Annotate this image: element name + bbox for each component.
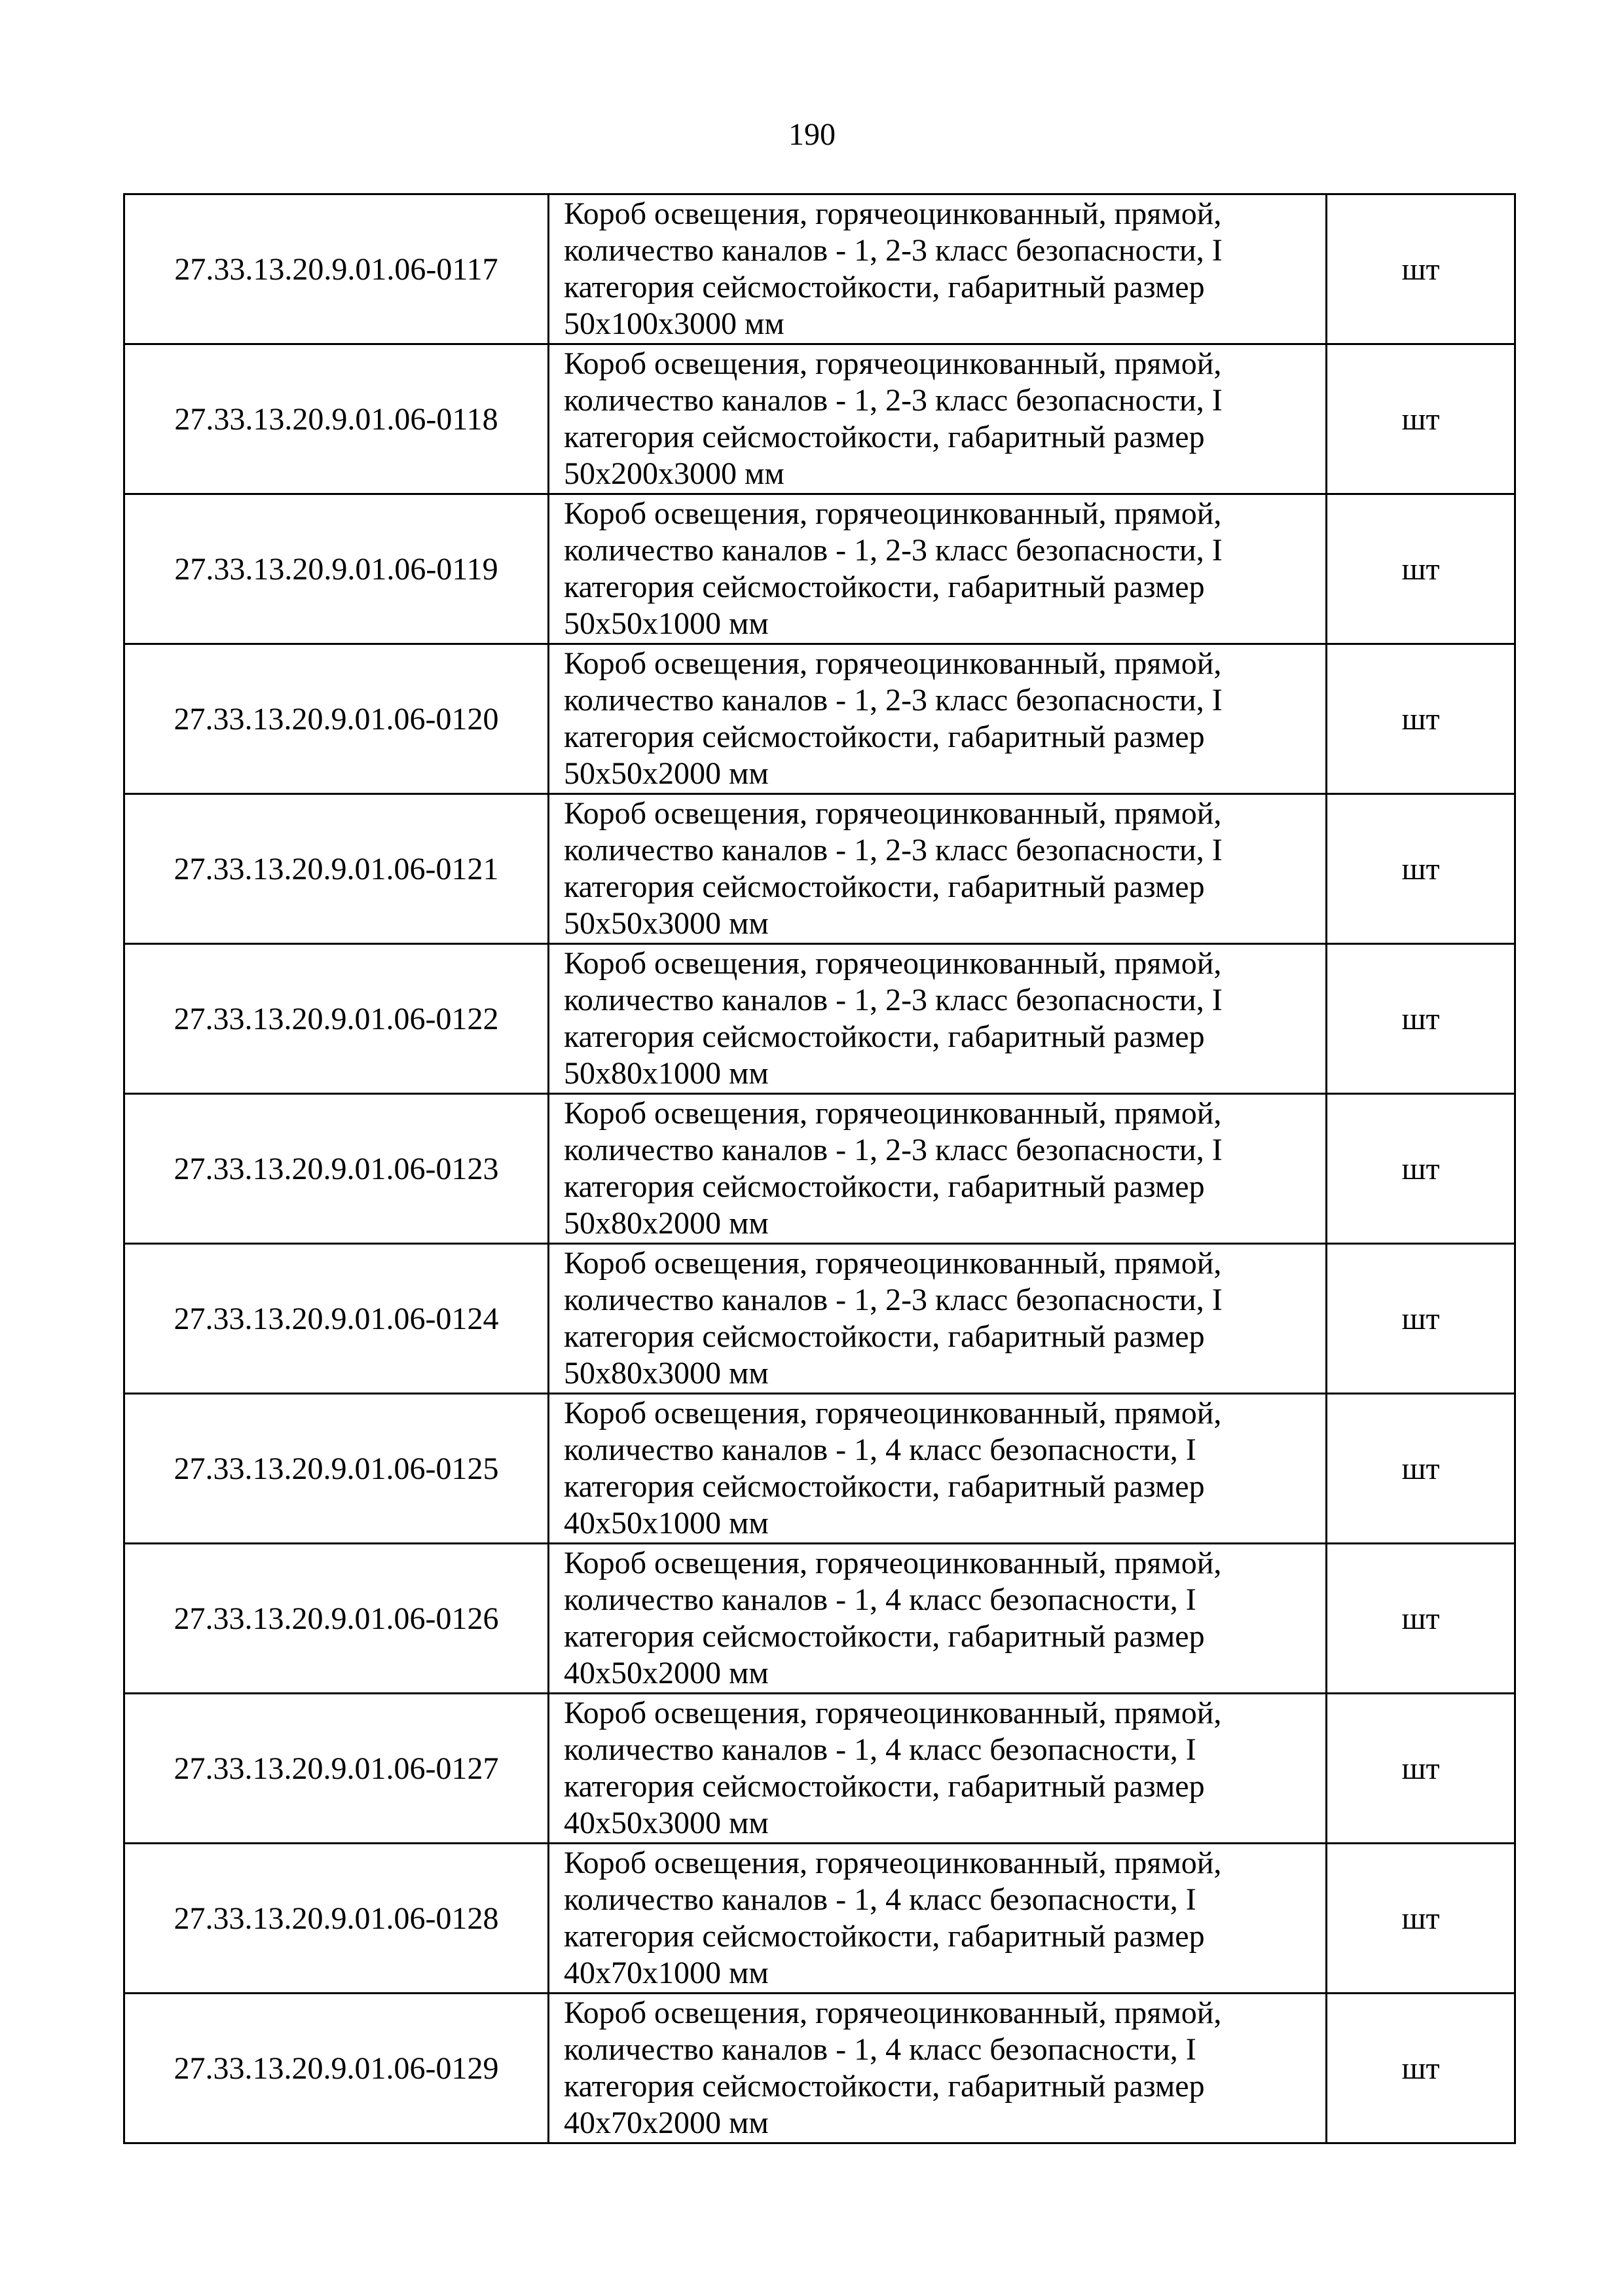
resource-description-text: Короб освещения, горячеоцинкованный, прямой, количество каналов - 1, 2-3 класс безопасности, I категория сейсмостойкости, габаритный размер 50х80х2000 мм [564, 1096, 1223, 1241]
unit-of-measure: шт [1327, 1094, 1515, 1244]
resource-description [549, 1244, 1327, 1394]
table-row [124, 494, 1515, 644]
resource-description [549, 194, 1327, 344]
resource-description [549, 794, 1327, 944]
page-number: 190 [788, 117, 836, 152]
resource-description-text: Короб освещения, горячеоцинкованный, прямой, количество каналов - 1, 2-3 класс безопасности, I категория сейсмостойкости, габаритный размер 50х80х3000 мм [564, 1246, 1223, 1391]
table-row [124, 194, 1515, 344]
resource-description-text: Короб освещения, горячеоцинкованный, прямой, количество каналов - 1, 2-3 класс безопасности, I категория сейсмостойкости, габаритный размер 50х50х1000 мм [564, 496, 1223, 641]
table-row [124, 794, 1515, 944]
resource-description-text: Короб освещения, горячеоцинкованный, прямой, количество каналов - 1, 4 класс безопасности, I категория сейсмостойкости, габаритный размер 40х70х2000 мм [564, 1995, 1222, 2140]
resource-description [549, 494, 1327, 644]
table-row [124, 344, 1515, 494]
resource-description [549, 644, 1327, 794]
resource-description [549, 1994, 1327, 2143]
resource-code: 27.33.13.20.9.01.06-0125 [124, 1394, 549, 1544]
table-row [124, 644, 1515, 794]
unit-of-measure: шт [1327, 794, 1515, 944]
table-row [124, 1844, 1515, 1994]
unit-of-measure: шт [1327, 644, 1515, 794]
resource-description [549, 1094, 1327, 1244]
catalog-table-body [124, 194, 1515, 2143]
resource-code: 27.33.13.20.9.01.06-0126 [124, 1544, 549, 1694]
resource-description-text: Короб освещения, горячеоцинкованный, прямой, количество каналов - 1, 2-3 класс безопасности, I категория сейсмостойкости, габаритный размер 50х50х2000 мм [564, 646, 1223, 791]
unit-of-measure: шт [1327, 1544, 1515, 1694]
unit-of-measure: шт [1327, 194, 1515, 344]
resource-description-text: Короб освещения, горячеоцинкованный, прямой, количество каналов - 1, 4 класс безопасности, I категория сейсмостойкости, габаритный размер 40х50х2000 мм [564, 1546, 1222, 1690]
resource-code: 27.33.13.20.9.01.06-0127 [124, 1694, 549, 1844]
unit-of-measure: шт [1327, 1994, 1515, 2143]
resource-code: 27.33.13.20.9.01.06-0129 [124, 1994, 549, 2143]
resource-description-text: Короб освещения, горячеоцинкованный, прямой, количество каналов - 1, 4 класс безопасности, I категория сейсмостойкости, габаритный размер 40х50х3000 мм [564, 1696, 1222, 1840]
resource-code: 27.33.13.20.9.01.06-0117 [124, 194, 549, 344]
resource-description [549, 944, 1327, 1094]
resource-code: 27.33.13.20.9.01.06-0122 [124, 944, 549, 1094]
resource-description-text: Короб освещения, горячеоцинкованный, прямой, количество каналов - 1, 4 класс безопасности, I категория сейсмостойкости, габаритный размер 40х70х1000 мм [564, 1846, 1222, 1990]
unit-of-measure: шт [1327, 344, 1515, 494]
unit-of-measure: шт [1327, 494, 1515, 644]
table-row [124, 1244, 1515, 1394]
table-row [124, 1394, 1515, 1544]
resource-code: 27.33.13.20.9.01.06-0128 [124, 1844, 549, 1994]
unit-of-measure: шт [1327, 1844, 1515, 1994]
table-row [124, 1694, 1515, 1844]
resource-code: 27.33.13.20.9.01.06-0124 [124, 1244, 549, 1394]
resource-code: 27.33.13.20.9.01.06-0120 [124, 644, 549, 794]
table-row [124, 1544, 1515, 1694]
resource-code: 27.33.13.20.9.01.06-0118 [124, 344, 549, 494]
resource-description-text: Короб освещения, горячеоцинкованный, прямой, количество каналов - 1, 2-3 класс безопасности, I категория сейсмостойкости, габаритный размер 50х80х1000 мм [564, 946, 1223, 1091]
table-row [124, 1094, 1515, 1244]
resource-description [549, 1394, 1327, 1544]
resource-code: 27.33.13.20.9.01.06-0119 [124, 494, 549, 644]
resource-description [549, 344, 1327, 494]
resource-description-text: Короб освещения, горячеоцинкованный, прямой, количество каналов - 1, 2-3 класс безопасности, I категория сейсмостойкости, габаритный размер 50х100х3000 мм [564, 196, 1223, 341]
unit-of-measure: шт [1327, 1394, 1515, 1544]
resource-code: 27.33.13.20.9.01.06-0121 [124, 794, 549, 944]
catalog-table [123, 193, 1516, 2144]
resource-code: 27.33.13.20.9.01.06-0123 [124, 1094, 549, 1244]
resource-description [549, 1844, 1327, 1994]
resource-description [549, 1544, 1327, 1694]
resource-description-text: Короб освещения, горячеоцинкованный, прямой, количество каналов - 1, 2-3 класс безопасности, I категория сейсмостойкости, габаритный размер 50х200х3000 мм [564, 346, 1223, 491]
resource-description-text: Короб освещения, горячеоцинкованный, прямой, количество каналов - 1, 4 класс безопасности, I категория сейсмостойкости, габаритный размер 40х50х1000 мм [564, 1396, 1222, 1540]
resource-description [549, 1694, 1327, 1844]
unit-of-measure: шт [1327, 1244, 1515, 1394]
unit-of-measure: шт [1327, 944, 1515, 1094]
table-row [124, 1994, 1515, 2143]
resource-description-text: Короб освещения, горячеоцинкованный, прямой, количество каналов - 1, 2-3 класс безопасности, I категория сейсмостойкости, габаритный размер 50х50х3000 мм [564, 796, 1223, 941]
table-row [124, 944, 1515, 1094]
unit-of-measure: шт [1327, 1694, 1515, 1844]
